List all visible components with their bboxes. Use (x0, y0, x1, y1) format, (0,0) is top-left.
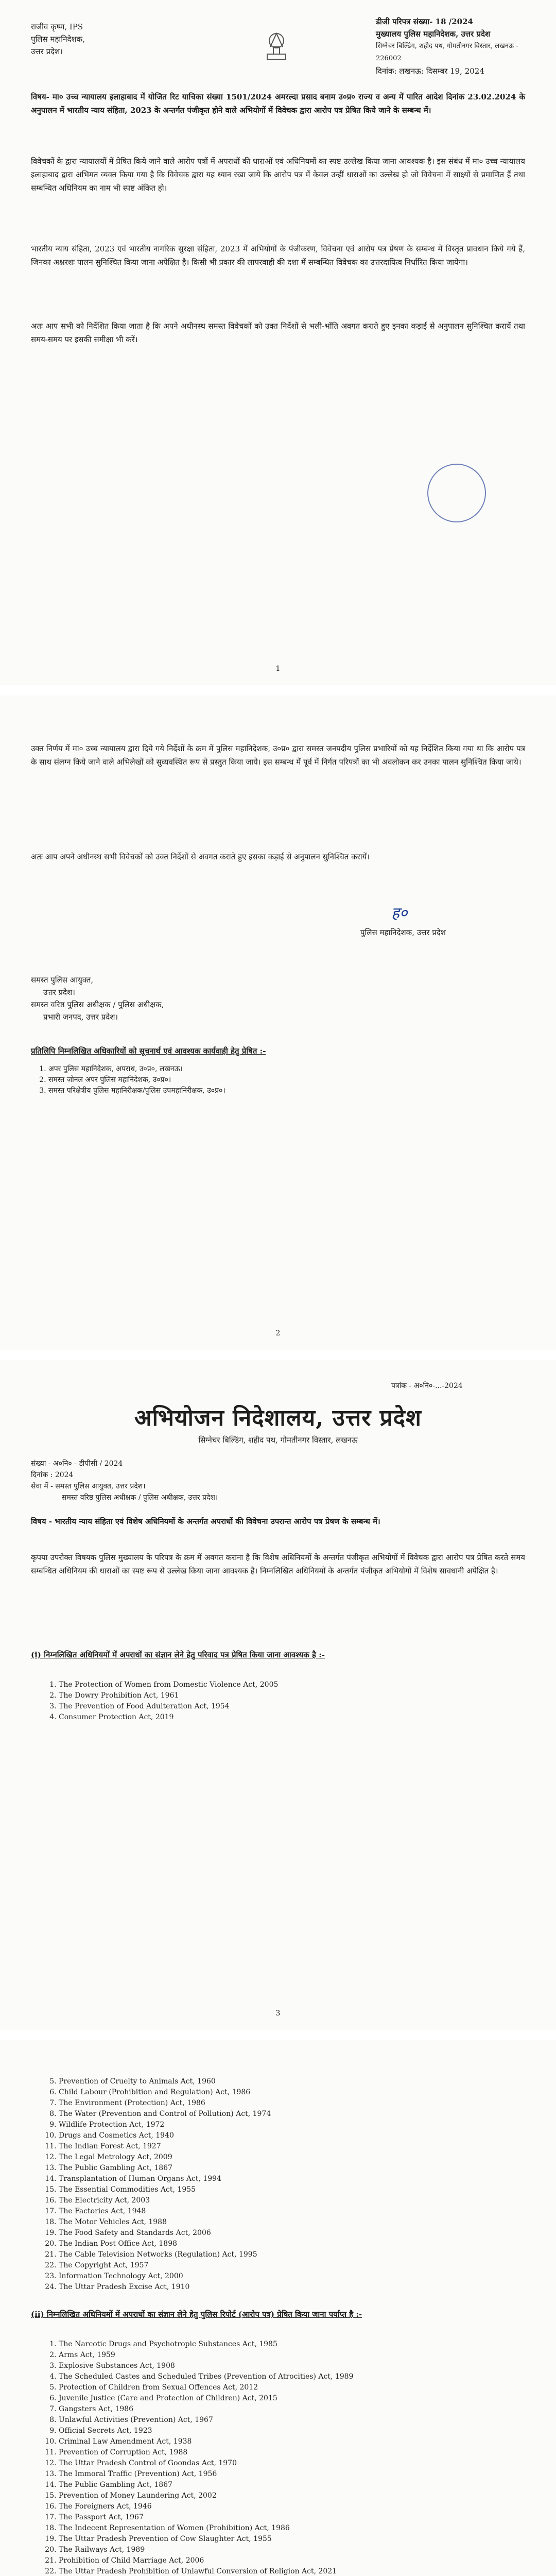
list-item: 17. The Passport Act, 1967 (59, 2512, 522, 2523)
reference-block (376, 15, 541, 77)
list-item: 9. Wildlife Protection Act, 1972 (59, 2120, 522, 2130)
list-item: 24. The Uttar Pradesh Excise Act, 1910 (59, 2282, 522, 2293)
list-item: 6. Juvenile Justice (Care and Protection of Children) Act, 2015 (59, 2393, 522, 2404)
page-1 (0, 0, 556, 685)
list-item: 11. Prevention of Corruption Act, 1988 (59, 2447, 522, 2458)
addressee: समस्त वरिष्ठ पुलिस अधीक्षक / पुलिस अधीक्षक, उत्तर प्रदेश। (62, 1494, 218, 1502)
list-item: 23. Information Technology Act, 2000 (59, 2271, 522, 2282)
signatory-title: पुलिस महानिदेशक, उत्तर प्रदेश (360, 928, 446, 937)
list-item: 4. Consumer Protection Act, 2019 (59, 1712, 522, 1723)
hq-name: मुख्यालय पुलिस महानिदेशक, उत्तर प्रदेश (376, 29, 491, 39)
subject-line: विषय- मा० उच्च न्यायालय इलाहाबाद में योजित रिट याचिका संख्या 1501/2024 अमरल्दा प्रसाद बनाम उ०प्र० राज्य व अन्य में पारित आदेश दिनांक 23.02.2024 के अनुपालन में भारतीय न्याय संहिता, 2023 के अन्तर्गत पंजीकृत होने वाले अभियोगों में विवेचक द्वारा आरोप पत्र प्रेषित किये जाने के सम्बन्ध में। (31, 92, 525, 115)
list-item: 19. The Food Safety and Standards Act, 2006 (59, 2228, 522, 2239)
list-item: 18. The Motor Vehicles Act, 1988 (59, 2217, 522, 2228)
body-paragraph: कृपया उपरोक्त विषयक पुलिस मुख्यालय के परिपत्र के क्रम में अवगत कराना है कि विशेष अधिनियमों के अन्तर्गत पंजीकृत अभियोगों में विवेचक द्वारा आरोप पत्र प्रेषित करते समय सम्बन्धित अधिनियम की धाराओं का स्पष्ट रूप से उल्लेख किया जाना आवश्यक है। निम्नलिखित अधिनियमों के अन्तर्गत पंजीकृत अभियोगों में विशेष सावधानी अपेक्षित है। (31, 1553, 525, 1575)
directorate-title: अभियोजन निदेशालय, उत्तर प्रदेश (134, 1405, 422, 1431)
signature: ह० (391, 904, 408, 922)
letter-date: दिनांक : 2024 (31, 1471, 74, 1479)
page-3 (0, 1360, 556, 2030)
state-emblem-icon (260, 23, 293, 64)
page-4 (0, 2040, 556, 2576)
body-paragraph: उक्त निर्णय में मा० उच्च न्यायालय द्वारा दिये गये निर्देशों के क्रम में पुलिस महानिदेशक, उ०प्र० द्वारा समस्त जनपदीय पुलिस प्रभारियों को यह निर्देशित किया गया था कि आरोप पत्र के साथ संलग्न किये जाने वाले अभिलेखों को सुव्यवस्थित रूप से प्रस्तुत किया जाये। इस सम्बन्ध में पूर्व में निर्गत परिपत्रों का भी अवलोकन कर उनका पालन सुनिश्चित किया जाये। (31, 744, 525, 767)
circular-number: डीजी परिपत्र संख्या- 18 /2024 (376, 17, 473, 26)
list-item: 10. Criminal Law Amendment Act, 1938 (59, 2436, 522, 2447)
list-item: 4. The Scheduled Castes and Scheduled Tribes (Prevention of Atrocities) Act, 1989 (59, 2371, 522, 2382)
distribution-list (31, 974, 164, 1023)
page-number: 1 (275, 665, 281, 673)
sender-designation: पुलिस महानिदेशक, (31, 35, 85, 44)
list-item: 6. Child Labour (Prohibition and Regulation) Act, 1986 (59, 2087, 522, 2098)
list-item: 18. The Indecent Representation of Women (Prohibition) Act, 1986 (59, 2523, 522, 2534)
directorate-address: सिग्नेचर बिल्डिंग, शहीद पथ, गोमतीनगर विस्तार, लखनऊ (198, 1435, 358, 1445)
list-item: 2. Arms Act, 1959 (59, 2350, 522, 2361)
list-item: 8. Unlawful Activities (Prevention) Act, 1967 (59, 2415, 522, 2426)
list-item: 5. Protection of Children from Sexual Offences Act, 2012 (59, 2382, 522, 2393)
section-heading: (ii) निम्नलिखित अधिनियमों में अपराधों का संज्ञान लेने हेतु पुलिस रिपोर्ट (आरोप पत्र) प्रेषित किया जाना पर्याप्त है :- (31, 2310, 362, 2319)
issue-date: दिनांक: लखनऊ: दिसम्बर 19, 2024 (376, 66, 484, 76)
sender-name: राजीव कृष्ण, IPS (31, 22, 83, 31)
list-item: 1. The Narcotic Drugs and Psychotropic Substances Act, 1985 (59, 2339, 522, 2350)
sender-block (31, 21, 216, 58)
section-heading: (i) निम्नलिखित अधिनियमों में अपराधों का संज्ञान लेने हेतु परिवाद पत्र प्रेषित किया जाना आवश्यक है :- (31, 1650, 325, 1659)
list-item: 11. The Indian Forest Act, 1927 (59, 2141, 522, 2152)
reference-block (31, 1458, 525, 1503)
list-item: 3. समस्त परिक्षेत्रीय पुलिस महानिरीक्षक/पुलिस उपमहानिरीक्षक, उ०प्र०। (48, 1086, 512, 1096)
list-item: 7. Gangsters Act, 1986 (59, 2404, 522, 2415)
list-item: समस्त पुलिस आयुक्त, (31, 975, 94, 985)
act-list (41, 2339, 522, 2576)
list-item: 22. The Uttar Pradesh Prohibition of Unlawful Conversion of Religion Act, 2021 (59, 2566, 522, 2576)
list-item: 22. The Copyright Act, 1957 (59, 2260, 522, 2271)
cc-heading: प्रतिलिपि निम्नलिखित अधिकारियों को सूचनार्थ एवं आवश्यक कार्यवाही हेतु प्रेषित :- (31, 1046, 266, 1056)
list-item: 19. The Uttar Pradesh Prevention of Cow Slaughter Act, 1955 (59, 2534, 522, 2545)
list-item: 15. The Essential Commodities Act, 1955 (59, 2184, 522, 2195)
cc-list (31, 1064, 512, 1096)
list-item: 14. Transplantation of Human Organs Act, 1994 (59, 2174, 522, 2184)
list-item: 2. समस्त जोनल अपर पुलिस महानिदेशक, उ०प्र०। (48, 1075, 512, 1086)
letter-number: संख्या - अ०नि० - डीपीसी / 2024 (31, 1460, 123, 1468)
list-item: 10. Drugs and Cosmetics Act, 1940 (59, 2130, 522, 2141)
list-item: प्रभारी जनपद, उत्तर प्रदेश। (43, 1012, 118, 1022)
list-item: 1. The Protection of Women from Domestic Violence Act, 2005 (59, 1680, 522, 1690)
page-2 (0, 696, 556, 1350)
page-number: 3 (275, 2009, 281, 2018)
list-item: 17. The Factories Act, 1948 (59, 2206, 522, 2217)
list-item: 16. The Electricity Act, 2003 (59, 2195, 522, 2206)
list-item: 3. The Prevention of Food Adulteration Act, 1954 (59, 1701, 522, 1712)
list-item: 5. Prevention of Cruelty to Animals Act, 1960 (59, 2076, 522, 2087)
body-paragraph: विवेचकों के द्वारा न्यायालयों में प्रेषित किये जाने वाले आरोप पत्रों में अपराधों की धाराओं एवं अधिनियमों का स्पष्ट उल्लेख किया जाना आवश्यक है। इस संबंध में मा० उच्च न्यायालय इलाहाबाद द्वारा अभिमत व्यक्त किया गया है कि विवेचक द्वारा यह ध्यान रखा जाये कि आरोप पत्र में केवल उन्हीं धाराओं का उल्लेख हो जो विवेचना में साक्ष्यों से प्रमाणित हैं तथा सम्बन्धित अधिनियम का नाम भी स्पष्ट अंकित हो। (31, 157, 525, 193)
list-item: 15. Prevention of Money Laundering Act, 2002 (59, 2490, 522, 2501)
list-item: 1. अपर पुलिस महानिदेशक, अपराध, उ०प्र०, लखनऊ। (48, 1064, 512, 1075)
subject-line: विषय - भारतीय न्याय संहिता एवं विशेष अधिनियमों के अन्तर्गत अपराधों की विवेचना उपरान्त आरोप पत्र प्रेषण के सम्बन्ध में। (31, 1517, 380, 1526)
list-item: 14. The Public Gambling Act, 1867 (59, 2480, 522, 2490)
page-number: 2 (275, 1329, 281, 1337)
list-item: 2. The Dowry Prohibition Act, 1961 (59, 1690, 522, 1701)
hq-address: सिग्नेचर बिल्डिंग, शहीद पथ, गोमतीनगर विस्तार, लखनऊ - 226002 (376, 42, 518, 62)
act-list (41, 2076, 522, 2293)
body-paragraph: अतः आप सभी को निर्देशित किया जाता है कि अपने अधीनस्थ समस्त विवेचकों को उक्त निर्देशों से भली-भाँति अवगत कराते हुए इनका कड़ाई से अनुपालन सुनिश्चित करायें तथा समय-समय पर इसकी समीक्षा भी करें। (31, 321, 525, 344)
list-item: 20. The Indian Post Office Act, 1898 (59, 2239, 522, 2249)
addressee: सेवा में - समस्त पुलिस आयुक्त, उत्तर प्रदेश। (31, 1482, 146, 1490)
act-list (41, 1680, 522, 1723)
body-paragraph: अतः आप अपने अधीनस्थ सभी विवेचकों को उक्त निर्देशों से अवगत कराते हुए इसका कड़ाई से अनुपालन सुनिश्चित करायें। (31, 852, 370, 861)
list-item: 12. The Legal Metrology Act, 2009 (59, 2152, 522, 2163)
office-seal-icon (427, 464, 486, 522)
list-item: उत्तर प्रदेश। (43, 988, 75, 997)
list-item: 7. The Environment (Protection) Act, 1986 (59, 2098, 522, 2109)
list-item: 8. The Water (Prevention and Control of Pollution) Act, 1974 (59, 2109, 522, 2120)
list-item: 3. Explosive Substances Act, 1908 (59, 2361, 522, 2371)
list-item: 12. The Uttar Pradesh Control of Goondas Act, 1970 (59, 2458, 522, 2469)
list-item: 21. Prohibition of Child Marriage Act, 2006 (59, 2555, 522, 2566)
top-reference: पत्रांक - अ०नि०-...-2024 (391, 1382, 463, 1390)
list-item: समस्त वरिष्ठ पुलिस अधीक्षक / पुलिस अधीक्षक, (31, 1000, 164, 1009)
body-paragraph: भारतीय न्याय संहिता, 2023 एवं भारतीय नागरिक सुरक्षा संहिता, 2023 में अभियोगों के पंजीकरण, विवेचना एवं आरोप पत्र प्रेषण के सम्बन्ध में विस्तृत प्रावधान किये गये हैं, जिनका अक्षरशः पालन सुनिश्चित किया जाना अपेक्षित है। किसी भी प्रकार की लापरवाही की दशा में सम्बन्धित विवेचक का उत्तरदायित्व निर्धारित किया जायेगा। (31, 244, 525, 267)
list-item: 13. The Public Gambling Act, 1867 (59, 2163, 522, 2174)
list-item: 13. The Immoral Traffic (Prevention) Act, 1956 (59, 2469, 522, 2480)
list-item: 20. The Railways Act, 1989 (59, 2545, 522, 2555)
list-item: 21. The Cable Television Networks (Regulation) Act, 1995 (59, 2249, 522, 2260)
sender-location: उत्तर प्रदेश। (31, 47, 63, 56)
list-item: 16. The Foreigners Act, 1946 (59, 2501, 522, 2512)
list-item: 9. Official Secrets Act, 1923 (59, 2426, 522, 2436)
